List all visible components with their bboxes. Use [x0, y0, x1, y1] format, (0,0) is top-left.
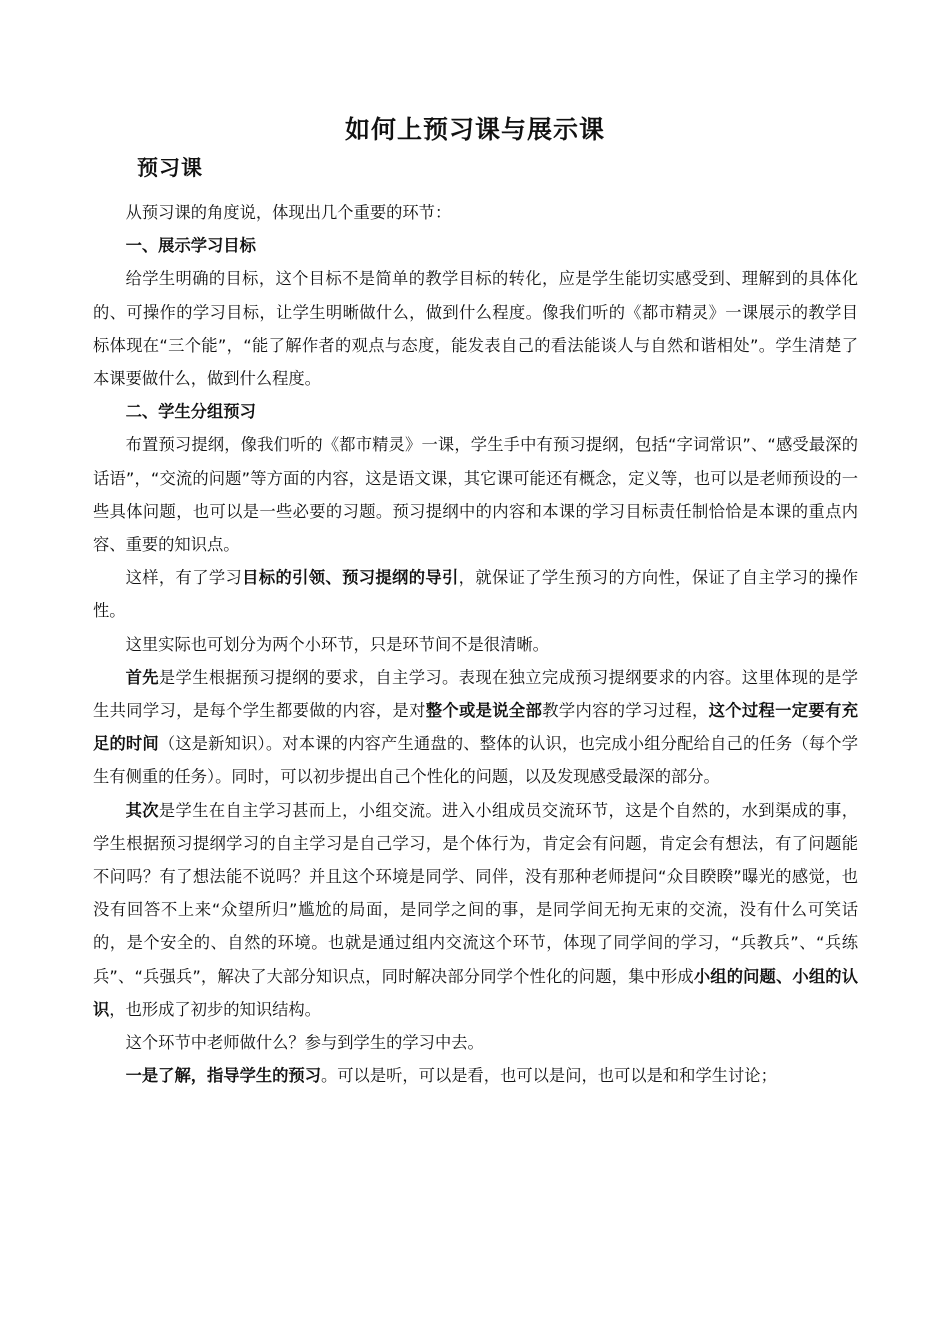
paragraph-5-text-f: （这是新知识）。对本课的内容产生通盘的、整体的认识，也完成小组分配给自己的任务（每个学生有侧重的任务）。同时，可以初步提出自己个性化的问题，以及发现感受最深的部分。 — [93, 734, 858, 787]
paragraph-5-text-d: 教学内容的学习过程， — [542, 701, 709, 721]
heading-2: 二、学生分组预习 — [125, 402, 256, 422]
paragraph-3-text-a: 这样，有了学习 — [125, 568, 243, 588]
paragraph-6-text-b: 是学生在自主学习甚而上，小组交流。进入小组成员交流环节，这是个自然的，水到渠成的事，学生根据预习提纲学习的自主学习是自己学习，是个体行为，肯定会有问题，肯定会有想法，有了问题能不问吗？有了想法能不说吗？并且这个环境是同学、同伴，没有那种老师提问“众目睽睽”曝光的感觉，也没有回答不上来“众望所归”尴尬的局面，是同学之间的事，是同学间无拘无束的交流，没有什么可笑话的，是个安全的、自然的环境。也就是通过组内交流这个环节，体现了同学间的学习，“兵教兵”、“兵练兵”、“兵强兵”，解决了大部分知识点，同时解决部分同学个性化的问题，集中形成 — [93, 800, 858, 986]
paragraph-6 — [93, 794, 858, 1026]
paragraph-8-bold-a: 一是了解，指导学生的预习 — [125, 1066, 321, 1086]
document-body — [93, 196, 858, 1092]
paragraph-2: 布置预习提纲，像我们听的《都市精灵》一课，学生手中有预习提纲，包括“字词常识”、“感受最深的话语”，“交流的问题”等方面的内容，这是语文课，其它课可能还有概念，定义等，也可以是老师预设的一些具体问题，也可以是一些必要的习题。预习提纲中的内容和本课的学习目标责任制恰恰是本课的重点内容、重要的知识点。 — [93, 435, 858, 555]
paragraph-1: 给学生明确的目标，这个目标不是简单的教学目标的转化，应是学生能切实感受到、理解到的具体化的、可操作的学习目标，让学生明晰做什么，做到什么程度。像我们听的《都市精灵》一课展示的教学目标体现在“三个能”，“能了解作者的观点与态度，能发表自己的看法能谈人与自然和谐相处”。学生清楚了本课要做什么，做到什么程度。 — [93, 269, 858, 389]
document-title: 如何上预习课与展示课 — [344, 115, 605, 144]
paragraph-6-bold-c: 小组的问题、小组的认识 — [93, 966, 858, 1019]
paragraph-6-bold-a: 其次 — [125, 800, 159, 820]
paragraph-5-text-b: 是学生根据预习提纲的要求，自主学习。表现在独立完成预习提纲要求的内容。这里体现的是学生共同学习，是每个学生都要做的内容，是对 — [93, 667, 858, 721]
paragraph-8 — [93, 1059, 858, 1092]
paragraph-5-bold-a: 首先 — [125, 667, 159, 687]
paragraph-3-text-c: ，就保证了学生预习的方向性，保证了自主学习的操作性。 — [93, 568, 858, 621]
heading-1: 一、展示学习目标 — [125, 236, 256, 256]
paragraph-5 — [93, 661, 858, 794]
paragraph-3 — [93, 561, 858, 627]
paragraph-3-bold: 目标的引领、预习提纲的导引 — [242, 568, 459, 588]
paragraph-5-bold-e: 这个过程一定要有充足的时间 — [93, 701, 858, 754]
paragraph-8-text-b: 。可以是听，可以是看，也可以是问，也可以是和和学生讨论； — [320, 1066, 777, 1086]
section-title: 预习课 — [137, 156, 203, 180]
paragraph-5-bold-c: 整个或是说全部 — [425, 701, 543, 721]
paragraph-7: 这个环节中老师做什么？参与到学生的学习中去。 — [125, 1033, 484, 1053]
paragraph-4: 这里实际也可划分为两个小环节，只是环节间不是很清晰。 — [125, 634, 549, 654]
intro-paragraph: 从预习课的角度说，体现出几个重要的环节： — [125, 203, 452, 222]
paragraph-6-text-d: ，也形成了初步的知识结构。 — [109, 999, 321, 1019]
